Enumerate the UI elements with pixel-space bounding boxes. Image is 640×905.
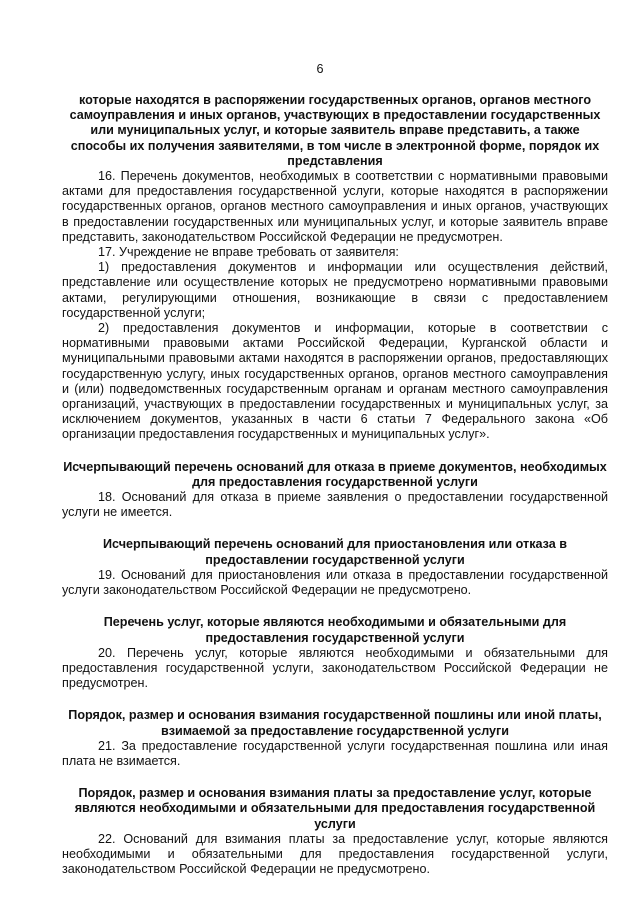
section-heading-refusal-to-accept: Исчерпывающий перечень оснований для отказа в приеме документов, необходимых для предоставления государственной услуги <box>63 459 607 489</box>
paragraph-19: 19. Оснований для приостановления или отказа в предоставлении государственной услуги законодательством Российской Федерации не предусмотрено. <box>62 567 608 598</box>
page-number: 6 <box>316 62 324 76</box>
paragraph-20: 20. Перечень услуг, которые являются необходимыми и обязательными для предоставления государственной услуги, законодательством Российской Федерации не предусмотрен. <box>62 645 608 691</box>
section-heading-state-fee: Порядок, размер и основания взимания государственной пошлины или иной платы, взимаемой за предоставление государственной услуги <box>68 708 602 738</box>
paragraph-17-item-1: 1) предоставления документов и информации или осуществления действий, представление или осуществление которых не предусмотрено нормативными правовыми актами, регулирующими отношения, возникающие в связи с предоставлением государственной услуги; <box>62 260 608 320</box>
paragraph-18: 18. Оснований для отказа в приеме заявления о предоставлении государственной услуги не имеется. <box>62 490 608 520</box>
section-heading-required-services: Перечень услуг, которые являются необходимыми и обязательными для предоставления государственной услуги <box>103 615 567 645</box>
paragraph-21: 21. За предоставление государственной услуги государственная пошлина или иная плата не взимается. <box>62 738 608 768</box>
section-heading-suspension-or-refusal: Исчерпывающий перечень оснований для приостановления или отказа в предоставлении государственной услуги <box>102 537 568 567</box>
section-heading-documents-in-possession: которые находятся в распоряжении государственных органов, органов местного самоуправления и иных органов, участвующих в предоставлении государственных или муниципальных услуг, и которые заявитель вправе представить, а также способы их получения заявителями, в том числе в электронной форме, порядок их представления <box>69 93 601 168</box>
paragraph-17: 17. Учреждение не вправе требовать от заявителя: <box>98 245 399 260</box>
document-body <box>62 93 608 877</box>
paragraph-16: 16. Перечень документов, необходимых в соответствии с нормативными правовыми актами для предоставления государственной услуги, которые находятся в распоряжении государственных органов, органов местного самоуправления и иных органов, участвующих в предоставлении государственных или муниципальных услуг, и которые заявитель вправе представить, законодательством Российской Федерации не предусмотрен. <box>62 169 608 244</box>
paragraph-22: 22. Оснований для взимания платы за предоставление услуг, которые являются необходимыми и обязательными для предоставления государственной услуги, законодательством Российской Федерации не предусмотрено. <box>62 831 608 877</box>
paragraph-17-item-2: 2) предоставления документов и информации, которые в соответствии с нормативными правовыми актами Российской Федерации, Курганской области и муниципальными правовыми актами находятся в распоряжении органов, предоставляющих государственную услугу, иных государственных органов, органов местного самоуправления и (или) подведомственных государственным органам и органам местного самоуправления организаций, участвующих в предоставлении государственных и муниципальных услуг, за исключением документов, указанных в части 6 статьи 7 Федерального закона «Об организации предоставления государственных и муниципальных услуг». <box>62 321 608 442</box>
section-heading-fee-for-required-services: Порядок, размер и основания взимания платы за предоставление услуг, которые являются необходимыми и обязательными для предоставления государственной услуги <box>74 786 596 831</box>
